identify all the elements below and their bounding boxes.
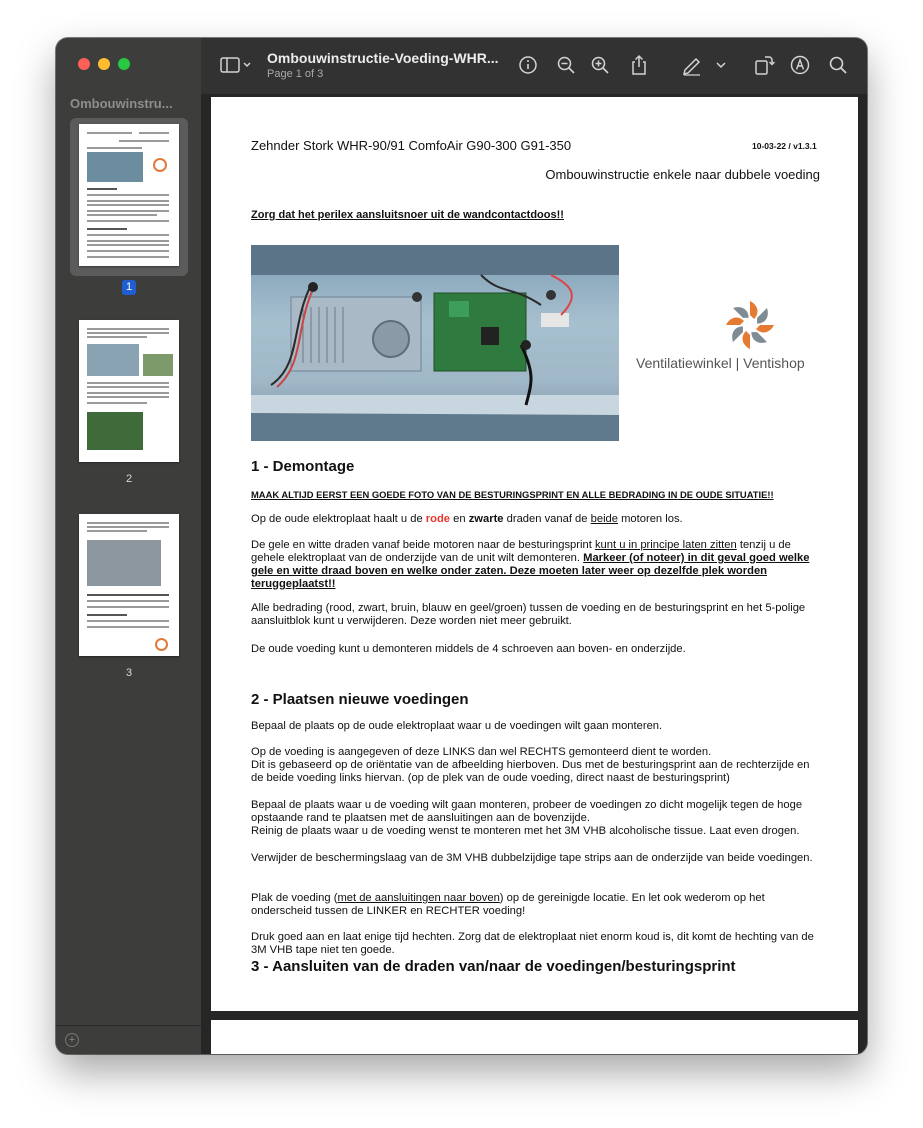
doc-warning: Zorg dat het perilex aansluitsnoer uit de wandcontactdoos!! [251,209,564,221]
page-number-badge-1: 1 [122,280,136,295]
document-title: Ombouwinstructie-Voeding-WHR... [267,50,499,66]
share-icon[interactable] [626,52,652,78]
doc-header-version: 10-03-22 / v1.3.1 [752,141,817,151]
pen-icon[interactable] [679,52,705,78]
rotate-icon[interactable] [751,52,777,78]
minimize-button[interactable] [98,58,110,70]
add-icon[interactable]: + [65,1033,79,1047]
preview-window [56,38,867,1054]
page-thumbnail-3[interactable] [79,514,179,656]
ventishop-logo [722,297,778,353]
paragraph-5: Bepaal de plaats op de oude elektroplaat waar u de voedingen wilt gaan monteren. [251,720,663,732]
page-number-3: 3 [125,667,133,679]
section-2-title: 2 - Plaatsen nieuwe voedingen [251,691,469,708]
doc-header-title: Zehnder Stork WHR-90/91 ComfoAir G90-300 G91-350 [251,138,572,153]
pdf-page-2 [211,1020,858,1054]
sidebar-icon[interactable] [217,52,257,78]
section-1-caps: MAAK ALTIJD EERST EEN GOEDE FOTO VAN DE BESTURINGSPRINT EN ALLE BEDRADING IN DE OUDE SITUATIE!! [251,489,774,500]
info-icon[interactable] [515,52,541,78]
zoom-out-icon[interactable] [553,52,579,78]
paragraph-1: Op de oude elektroplaat haalt u de rode en zwarte draden vanaf de beide motoren los. [251,513,683,525]
page-indicator: Page 1 of 3 [267,68,324,80]
page-thumbnail-2[interactable] [79,320,179,462]
close-button[interactable] [78,58,90,70]
section-1-title: 1 - Demontage [251,458,355,475]
window-controls [78,58,130,70]
paragraph-3: Alle bedrading (rood, zwart, bruin, blauw en geel/groen) tussen de voeding en de besturingsprint en het 5-polige aansluitblok kunt u verwijderen. Deze worden niet meer gebruikt. [251,602,806,627]
doc-subtitle: Ombouwinstructie enkele naar dubbele voeding [545,167,820,182]
thumbnail-sidebar [56,38,202,1054]
paragraph-10: Druk goed aan en laat enige tijd hechten. Zorg dat de elektroplaat niet enorm koud is, dit komt de hechting van de 3M VHB tape niet ten goede. [251,931,814,956]
paragraph-6: Op de voeding is aangegeven of deze LINKS dan wel RECHTS gemonteerd dient te worden. Dit is gebaseerd op de oriëntatie van de afbeelding hierboven. Dus met de besturingsprint aan de rechterzijde en de beide voeding links hiervan. (op de plek van de oude voeding, direct naast de besturingsprint) [251,746,810,784]
pdf-page-1 [211,97,858,1011]
sidebar-document-title: Ombouwinstru... [70,96,173,111]
paragraph-4: De oude voeding kunt u demonteren middels de 4 schroeven aan boven- en onderzijde. [251,643,686,655]
chevron-down-icon[interactable] [713,52,729,78]
section-3-title: 3 - Aansluiten van de draden van/naar de voedingen/besturingsprint [251,958,736,975]
zoom-in-icon[interactable] [587,52,613,78]
electroplate-photo [251,245,619,441]
page-number-2: 2 [125,473,133,485]
paragraph-9: Plak de voeding (met de aansluitingen naar boven) op de gereinigde locatie. En let ook wederom op het onderscheid tussen de LINKER en RECHTER voeding! [251,892,765,917]
page-thumbnail-1[interactable] [79,124,179,266]
sidebar-footer [56,1025,201,1054]
paragraph-7: Bepaal de plaats waar u de voeding wilt gaan monteren, probeer de voedingen zo dicht mogelijk tegen de hoge opstaande rand te plaatsen met de aansluitingen aan de bovenzijde. Reinig de plaats waar u de voeding wenst te monteren met het 3M VHB alcoholische tissue. Laat even drogen. [251,799,803,837]
ventishop-logo-text: Ventilatiewinkel | Ventishop [636,355,805,371]
paragraph-2: De gele en witte draden vanaf beide motoren naar de besturingsprint kunt u in principe laten zitten tenzij u de gehele elektroplaat van de onderzijde van de unit wilt demonteren. Markeer (of noteer) in dit geval goed welke gele en witte draad boven en welke onder zaten. Deze moeten later weer op dezelfde plek worden teruggeplaatst!! [251,539,810,590]
toolbar [201,38,867,94]
document-view[interactable] [201,94,867,1054]
search-icon[interactable] [825,52,851,78]
zoom-button[interactable] [118,58,130,70]
paragraph-8: Verwijder de beschermingslaag van de 3M VHB dubbelzijdige tape strips aan de onderzijde van beide voedingen. [251,852,813,864]
markup-circle-icon[interactable] [787,52,813,78]
